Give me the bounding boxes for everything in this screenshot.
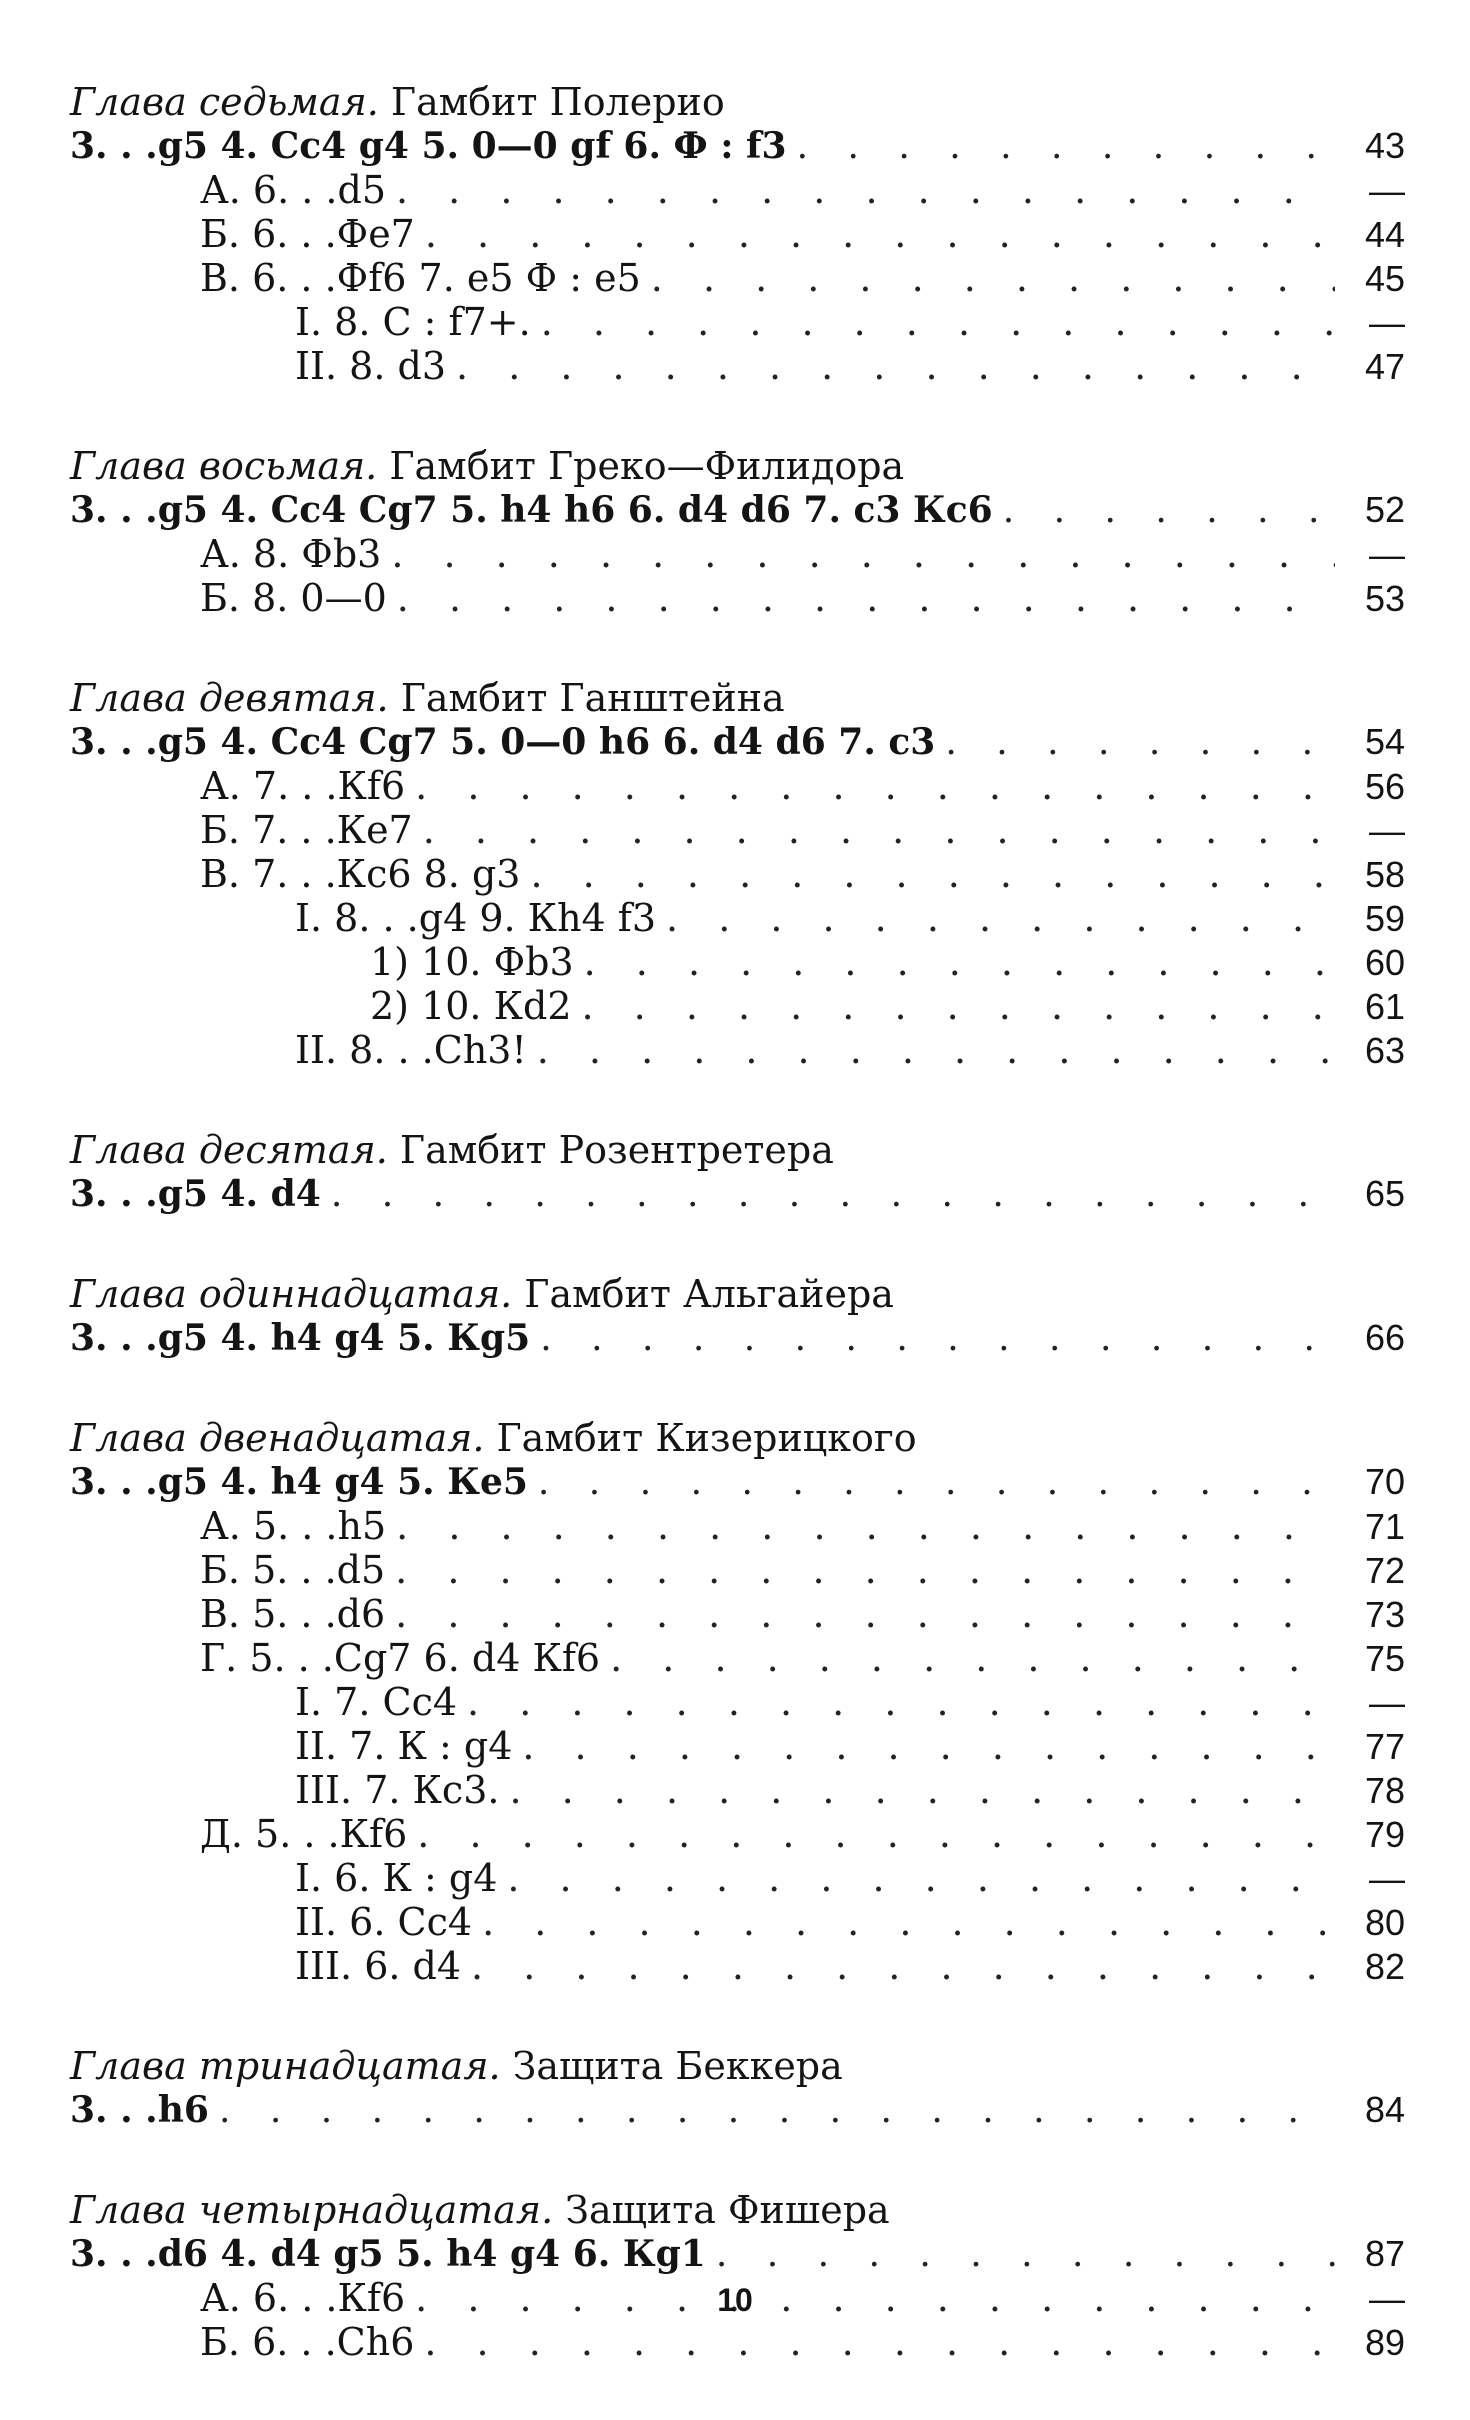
- dot-leader: [424, 2320, 1335, 2364]
- entry-text: В. 5. . .d6: [200, 1592, 386, 1636]
- dot-leader: [530, 852, 1335, 896]
- entry-text: 3. . .h6: [70, 2089, 209, 2131]
- toc-entry: [70, 1592, 1405, 1636]
- toc-entry: [70, 1900, 1405, 1944]
- toc-entry: [70, 576, 1405, 620]
- toc-entry: [70, 300, 1405, 344]
- dot-leader: [425, 212, 1335, 256]
- entry-text: В. 6. . .Фf6 7. е5 Ф : е5: [200, 256, 641, 300]
- toc-entry: [70, 1724, 1405, 1768]
- dot-leader: [423, 808, 1335, 852]
- entry-text: I. 6. К : g4: [295, 1856, 498, 1900]
- toc-entry: [70, 2320, 1405, 2364]
- entry-page: 56: [1364, 766, 1405, 807]
- chapter-title: Защита Беккера: [512, 2044, 843, 2088]
- dot-leader: [716, 2233, 1335, 2277]
- entry-page: 47: [1364, 346, 1405, 387]
- dot-leader: [456, 344, 1335, 388]
- dot-leader: [467, 1680, 1335, 1724]
- toc-entry: [70, 1680, 1405, 1724]
- entry-text: 3. . .g5 4. h4 g4 5. Кg5: [70, 1317, 531, 1359]
- chapter-heading: [70, 80, 1405, 124]
- entry-text: 2) 10. Кd2: [370, 984, 572, 1028]
- chapter-heading: [70, 1272, 1405, 1316]
- entry-text: Б. 7. . .Ке7: [200, 808, 413, 852]
- toc-entry: [70, 896, 1405, 940]
- chapter-heading: [70, 676, 1405, 720]
- entry-text: I. 8. С : f7+.: [295, 300, 531, 344]
- dot-leader: [538, 1461, 1335, 1505]
- entry-page: 73: [1364, 1594, 1405, 1635]
- main-line: [70, 2088, 1405, 2132]
- entry-text: 1) 10. Фb3: [370, 940, 574, 984]
- entry-page: 87: [1364, 2233, 1405, 2274]
- dot-leader: [509, 1768, 1335, 1812]
- entry-text: I. 8. . .g4 9. Кh4 f3: [295, 896, 657, 940]
- toc-entry: [70, 940, 1405, 984]
- entry-page: 79: [1364, 1814, 1405, 1855]
- entry-text: II. 6. Сс4: [295, 1900, 473, 1944]
- dot-leader: [797, 125, 1335, 169]
- entry-text: А. 5. . .h5: [200, 1504, 387, 1548]
- entry-text: II. 7. К : g4: [295, 1724, 513, 1768]
- entry-text: 3. . .g5 4. Сс4 Сg7 5. h4 h6 6. d4 d6 7. с3 Кс6: [70, 489, 993, 531]
- toc-entry: [70, 852, 1405, 896]
- dot-leader: [331, 1173, 1335, 1217]
- toc-entry: [70, 212, 1405, 256]
- entry-text: Б. 6. . .Фе7: [200, 212, 415, 256]
- entry-text: Б. 5. . .d5: [200, 1548, 386, 1592]
- chapter-section: [70, 444, 1405, 620]
- table-of-contents: [70, 80, 1405, 2420]
- chapter-title: Гамбит Розентретера: [399, 1128, 834, 1172]
- chapter-title: Гамбит Полерио: [390, 80, 725, 124]
- main-line: [70, 1316, 1405, 1360]
- toc-entry: [70, 984, 1405, 1028]
- toc-entry: [70, 808, 1405, 852]
- dot-leader: [651, 256, 1335, 300]
- entry-page: —: [1369, 2278, 1405, 2319]
- entry-text: II. 8. . .Сh3!: [295, 1028, 527, 1072]
- entry-page: 71: [1364, 1506, 1405, 1547]
- toc-entry: [70, 256, 1405, 300]
- entry-page: 89: [1364, 2322, 1405, 2363]
- chapter-label: Глава восьмая.: [70, 444, 378, 488]
- chapter-label: Глава четырнадцатая.: [70, 2188, 554, 2232]
- dot-leader: [219, 2089, 1335, 2133]
- entry-page: 63: [1364, 1030, 1405, 1071]
- entry-page: 44: [1364, 214, 1405, 255]
- entry-page: 54: [1364, 721, 1405, 762]
- dot-leader: [397, 576, 1335, 620]
- entry-page: 72: [1364, 1550, 1405, 1591]
- entry-page: 59: [1364, 898, 1405, 939]
- toc-entry: [70, 1812, 1405, 1856]
- main-line: [70, 1172, 1405, 1216]
- chapter-title: Гамбит Альгайера: [524, 1272, 894, 1316]
- chapter-section: [70, 676, 1405, 1072]
- dot-leader: [610, 1636, 1335, 1680]
- entry-page: 66: [1364, 1317, 1405, 1358]
- entry-text: В. 7. . .Кс6 8. g3: [200, 852, 521, 896]
- entry-page: 78: [1364, 1770, 1405, 1811]
- dot-leader: [666, 896, 1335, 940]
- toc-entry: [70, 1944, 1405, 1988]
- dot-leader: [391, 532, 1335, 576]
- dot-leader: [522, 1724, 1335, 1768]
- main-line: [70, 488, 1405, 532]
- chapter-section: [70, 2188, 1405, 2364]
- dot-leader: [395, 1548, 1335, 1592]
- chapter-heading: [70, 2044, 1405, 2088]
- chapter-title: Гамбит Ганштейна: [400, 676, 785, 720]
- dot-leader: [537, 1028, 1335, 1072]
- chapter-heading: [70, 2188, 1405, 2232]
- entry-text: Б. 8. 0—0: [200, 576, 387, 620]
- dot-leader: [395, 1592, 1335, 1636]
- entry-page: —: [1369, 302, 1405, 343]
- dot-leader: [540, 1317, 1335, 1361]
- entry-page: —: [1369, 1858, 1405, 1899]
- entry-text: Б. 6. . .Сh6: [200, 2320, 415, 2364]
- dot-leader: [396, 1504, 1335, 1548]
- entry-text: А. 6. . .Кf6: [200, 2276, 406, 2320]
- main-line: [70, 2232, 1405, 2276]
- entry-text: 3. . .d6 4. d4 g5 5. h4 g4 6. Кg1: [70, 2233, 706, 2275]
- dot-leader: [541, 300, 1335, 344]
- entry-page: 80: [1364, 1902, 1405, 1943]
- toc-entry: [70, 1504, 1405, 1548]
- chapter-heading: [70, 1416, 1405, 1460]
- entry-page: —: [1369, 810, 1405, 851]
- dot-leader: [582, 984, 1335, 1028]
- entry-page: 70: [1364, 1461, 1405, 1502]
- dot-leader: [507, 1856, 1335, 1900]
- entry-page: 52: [1364, 489, 1405, 530]
- chapter-section: [70, 2044, 1405, 2132]
- entry-page: 82: [1364, 1946, 1405, 1987]
- main-line: [70, 1460, 1405, 1504]
- entry-text: А. 8. Фb3: [200, 532, 382, 576]
- entry-page: 75: [1364, 1638, 1405, 1679]
- entry-page: —: [1369, 534, 1405, 575]
- entry-text: 3. . .g5 4. h4 g4 5. Ке5: [70, 1461, 528, 1503]
- toc-entry: [70, 1768, 1405, 1812]
- chapter-label: Глава тринадцатая.: [70, 2044, 501, 2088]
- dot-leader: [396, 168, 1335, 212]
- chapter-label: Глава девятая.: [70, 676, 389, 720]
- dot-leader: [415, 764, 1335, 808]
- entry-text: 3. . .g5 4. d4: [70, 1173, 321, 1215]
- toc-entry: [70, 1548, 1405, 1592]
- entry-page: 45: [1364, 258, 1405, 299]
- entry-page: 77: [1364, 1726, 1405, 1767]
- dot-leader: [471, 1944, 1335, 1988]
- page-number: 10: [717, 2282, 753, 2318]
- dot-leader: [1003, 489, 1335, 533]
- entry-page: —: [1369, 170, 1405, 211]
- chapter-title: Гамбит Кизерицкого: [496, 1416, 917, 1460]
- toc-entry: [70, 168, 1405, 212]
- chapter-heading: [70, 1128, 1405, 1172]
- entry-page: 58: [1364, 854, 1405, 895]
- entry-text: А. 7. . .Кf6: [200, 764, 406, 808]
- entry-text: II. 8. d3: [295, 344, 447, 388]
- chapter-label: Глава двенадцатая.: [70, 1416, 485, 1460]
- toc-entry: [70, 1636, 1405, 1680]
- toc-entry: [70, 344, 1405, 388]
- chapter-title: Гамбит Греко—Филидора: [389, 444, 905, 488]
- toc-entry: [70, 764, 1405, 808]
- chapter-label: Глава десятая.: [70, 1128, 388, 1172]
- entry-text: А. 6. . .d5: [200, 168, 387, 212]
- chapter-label: Глава седьмая.: [70, 80, 379, 124]
- chapter-title: Защита Фишера: [565, 2188, 890, 2232]
- chapter-label: Глава одиннадцатая.: [70, 1272, 513, 1316]
- dot-leader: [482, 1900, 1335, 1944]
- entry-text: I. 7. Сс4: [295, 1680, 458, 1724]
- entry-text: 3. . .g5 4. Сс4 Сg7 5. 0—0 h6 6. d4 d6 7. с3: [70, 721, 936, 763]
- chapter-heading: [70, 444, 1405, 488]
- toc-entry: [70, 532, 1405, 576]
- chapter-section: [70, 1128, 1405, 1216]
- chapter-section: [70, 80, 1405, 388]
- entry-page: 53: [1364, 578, 1405, 619]
- entry-page: 43: [1364, 125, 1405, 166]
- dot-leader: [417, 1812, 1335, 1856]
- toc-entry: [70, 1028, 1405, 1072]
- entry-page: 61: [1364, 986, 1405, 1027]
- chapter-section: [70, 1416, 1405, 1988]
- entry-text: Г. 5. . .Сg7 6. d4 Кf6: [200, 1636, 601, 1680]
- entry-page: 84: [1364, 2089, 1405, 2130]
- entry-text: 3. . .g5 4. Сс4 g4 5. 0—0 gf 6. Ф : f3: [70, 125, 787, 167]
- entry-page: 65: [1364, 1173, 1405, 1214]
- toc-entry: [70, 1856, 1405, 1900]
- main-line: [70, 124, 1405, 168]
- entry-text: III. 7. Кс3.: [295, 1768, 500, 1812]
- dot-leader: [584, 940, 1335, 984]
- entry-text: Д. 5. . .Кf6: [200, 1812, 408, 1856]
- chapter-section: [70, 1272, 1405, 1360]
- main-line: [70, 720, 1405, 764]
- entry-page: —: [1369, 1682, 1405, 1723]
- entry-text: III. 6. d4: [295, 1944, 462, 1988]
- entry-page: 60: [1364, 942, 1405, 983]
- dot-leader: [945, 721, 1335, 765]
